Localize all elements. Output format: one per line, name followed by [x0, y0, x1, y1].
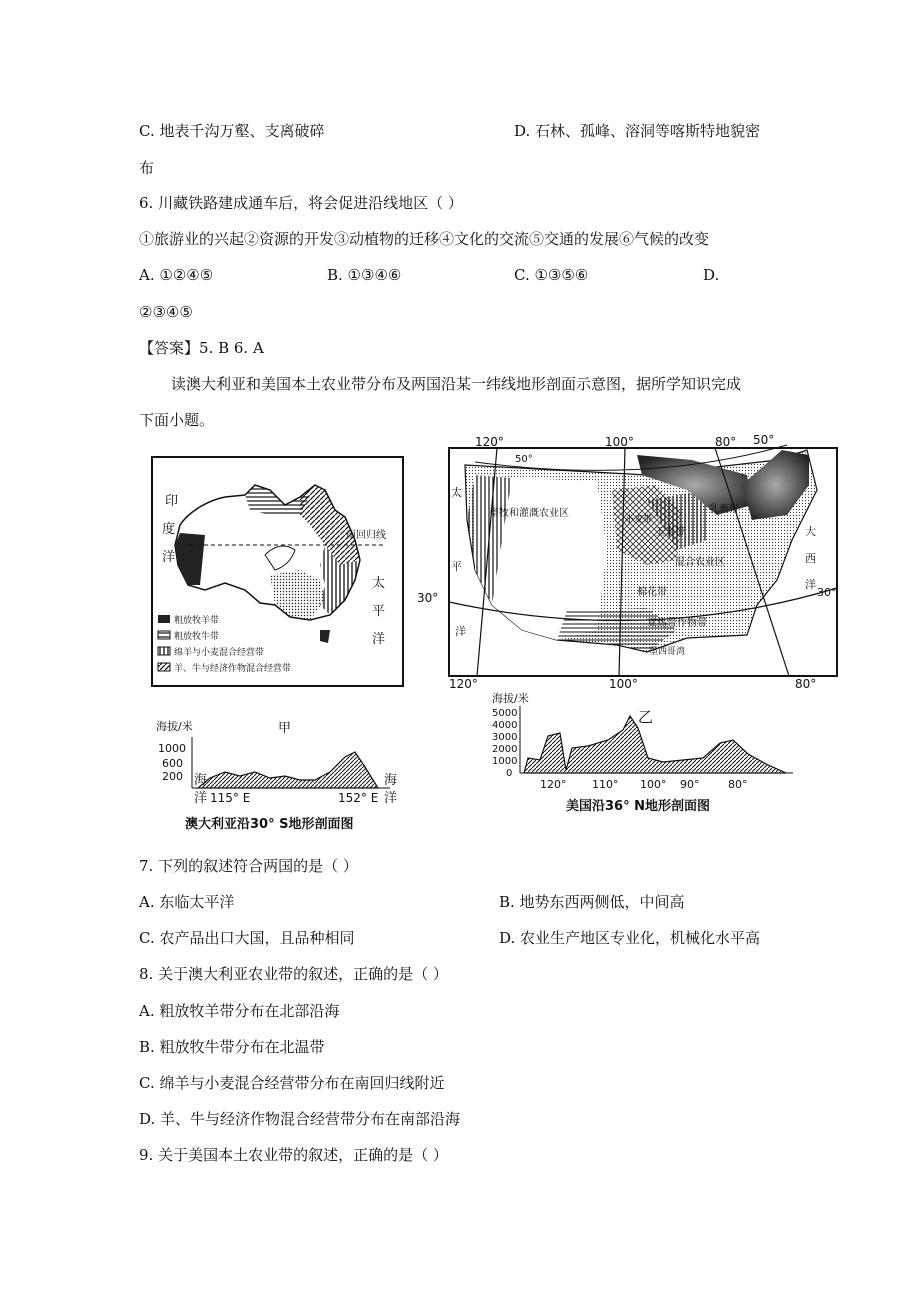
aus-pacific-1: 太	[372, 576, 386, 591]
us-gulf-label: 墨西哥湾	[649, 647, 686, 657]
us-region-wheat: 小麦带	[625, 515, 653, 525]
q7-option-a: A. 东临太平洋	[139, 893, 235, 911]
aus-ytick-1000: 1000	[158, 742, 186, 755]
aus-left-sea-1: 海	[194, 773, 208, 788]
aus-pacific-3: 洋	[372, 632, 386, 647]
q6-option-c: C. ①③⑤⑥	[514, 266, 589, 284]
us-lon-top-100: 100°	[605, 435, 634, 449]
us-region-subtrop: 亚热带作物带	[647, 618, 707, 629]
us-xtick-100: 100°	[640, 778, 667, 791]
us-xtick-110: 110°	[592, 778, 619, 791]
legend-swatch-cattle	[158, 631, 170, 639]
usa-agriculture-map	[417, 430, 840, 692]
us-ytick-0: 0	[506, 768, 513, 779]
q5-option-d: D. 石林、孤峰、溶洞等喀斯特地貌密	[514, 122, 761, 140]
aus-profile-caption: 澳大利亚沿30° S地形剖面图	[185, 817, 354, 832]
q6-option-a: A. ①②④⑤	[139, 266, 214, 284]
us-region-ranch: 畜牧和灌溉农业区	[489, 508, 569, 519]
answer-line: 【答案】5. B 6. A	[139, 339, 264, 357]
us-lon-bottom-100: 100°	[609, 677, 638, 691]
q6-stem: 6. 川藏铁路建成通车后，将会促进沿线地区（ ）	[139, 194, 463, 212]
us-lat-left-30: 30°	[417, 591, 439, 605]
aus-right-sea-1: 海	[384, 773, 398, 788]
legend-label-2: 绵羊与小麦混合经营带	[174, 648, 265, 658]
us-pacific-1: 太	[451, 486, 462, 499]
us-lon-top-80: 80°	[715, 435, 737, 449]
us-pacific-3: 洋	[455, 625, 466, 638]
aus-indian-ocean-1: 印	[165, 494, 179, 509]
us-profile-peak-label: 乙	[638, 708, 654, 726]
q5-option-d-cont: 布	[139, 159, 155, 177]
q9-stem: 9. 关于美国本土农业带的叙述，正确的是（ ）	[139, 1146, 448, 1164]
q5-option-c: C. 地表千沟万壑、支离破碎	[139, 122, 325, 140]
aus-xtick-left: 115° E	[210, 791, 251, 805]
q6-option-d-cont: ②③④⑤	[139, 303, 193, 321]
us-lat-right-30: 30°	[817, 586, 837, 599]
aus-indian-ocean-2: 度	[162, 522, 176, 537]
legend-swatch-sheep	[158, 615, 170, 623]
us-ytick-4000: 4000	[492, 720, 518, 731]
us-atlantic-2: 西	[805, 552, 816, 565]
us-xtick-120: 120°	[540, 778, 567, 791]
q7-stem: 7. 下列的叙述符合两国的是（ ）	[139, 857, 358, 875]
australia-terrain-profile	[150, 712, 420, 837]
us-profile-caption: 美国沿36° N地形剖面图	[566, 799, 710, 814]
us-lon-top-50: 50°	[753, 433, 775, 447]
q8-option-b: B. 粗放牧牛带分布在北温带	[139, 1038, 325, 1056]
us-ytick-1000: 1000	[492, 756, 518, 767]
legend-label-3: 羊、牛与经济作物混合经营带	[174, 664, 292, 674]
q8-option-d: D. 羊、牛与经济作物混合经营带分布在南部沿海	[139, 1110, 461, 1128]
q6-items: ①旅游业的兴起②资源的开发③动植物的迁移④文化的交流⑤交通的发展⑥气候的改变	[139, 230, 710, 248]
us-atlantic-3: 洋	[805, 578, 816, 591]
q7-option-d: D. 农业生产地区专业化，机械化水平高	[499, 929, 761, 947]
us-profile-ylabel: 海拔/米	[492, 692, 529, 705]
us-region-corn: 玉米带	[655, 527, 685, 538]
intro-line-2: 下面小题。	[139, 411, 215, 429]
q7-option-c: C. 农产品出口大国，且品种相同	[139, 929, 355, 947]
legend-label-1: 粗放牧牛带	[174, 632, 220, 642]
us-lon-bottom-120: 120°	[449, 677, 478, 691]
q8-stem: 8. 关于澳大利亚农业带的叙述，正确的是（ ）	[139, 965, 448, 983]
us-xtick-80: 80°	[728, 778, 748, 791]
us-region-dairy: 乳畜带	[709, 504, 739, 515]
aus-profile-ylabel: 海拔/米	[156, 720, 193, 733]
usa-terrain-profile	[488, 688, 798, 818]
us-xtick-90: 90°	[680, 778, 700, 791]
legend-label-0: 粗放牧羊带	[174, 616, 220, 626]
aus-pacific-2: 平	[372, 604, 386, 619]
legend-swatch-wheat	[158, 647, 170, 655]
aus-ytick-200: 200	[162, 770, 183, 783]
us-region-cotton: 棉花带	[637, 587, 667, 598]
us-region-mixed: 混合农业区	[675, 557, 725, 568]
aus-tropic-label: 南回归线	[346, 530, 386, 541]
us-atlantic-1: 大	[805, 525, 816, 538]
q6-option-d: D.	[703, 266, 720, 284]
us-ytick-5000: 5000	[492, 708, 518, 719]
australia-agriculture-map	[150, 455, 405, 688]
aus-right-sea-2: 洋	[384, 791, 398, 806]
us-lon-top-120: 120°	[475, 435, 504, 449]
us-lon-bottom-80: 80°	[795, 677, 817, 691]
aus-profile-peak-label: 甲	[278, 721, 292, 736]
intro-line-1: 读澳大利亚和美国本土农业带分布及两国沿某一纬线地形剖面示意图，据所学知识完成	[171, 375, 742, 393]
aus-xtick-right: 152° E	[338, 791, 379, 805]
aus-indian-ocean-3: 洋	[162, 550, 176, 565]
us-ytick-2000: 2000	[492, 744, 518, 755]
aus-ytick-600: 600	[162, 757, 183, 770]
q8-option-a: A. 粗放牧羊带分布在北部沿海	[139, 1002, 340, 1020]
aus-left-sea-2: 洋	[194, 791, 208, 806]
us-lat-inner-50: 50°	[515, 454, 533, 465]
q8-option-c: C. 绵羊与小麦混合经营带分布在南回归线附近	[139, 1074, 445, 1092]
q6-option-b: B. ①③④⑥	[327, 266, 402, 284]
us-pacific-2: 平	[451, 560, 462, 573]
us-ytick-3000: 3000	[492, 732, 518, 743]
legend-swatch-mixed	[158, 663, 170, 671]
q7-option-b: B. 地势东西两侧低，中间高	[499, 893, 685, 911]
